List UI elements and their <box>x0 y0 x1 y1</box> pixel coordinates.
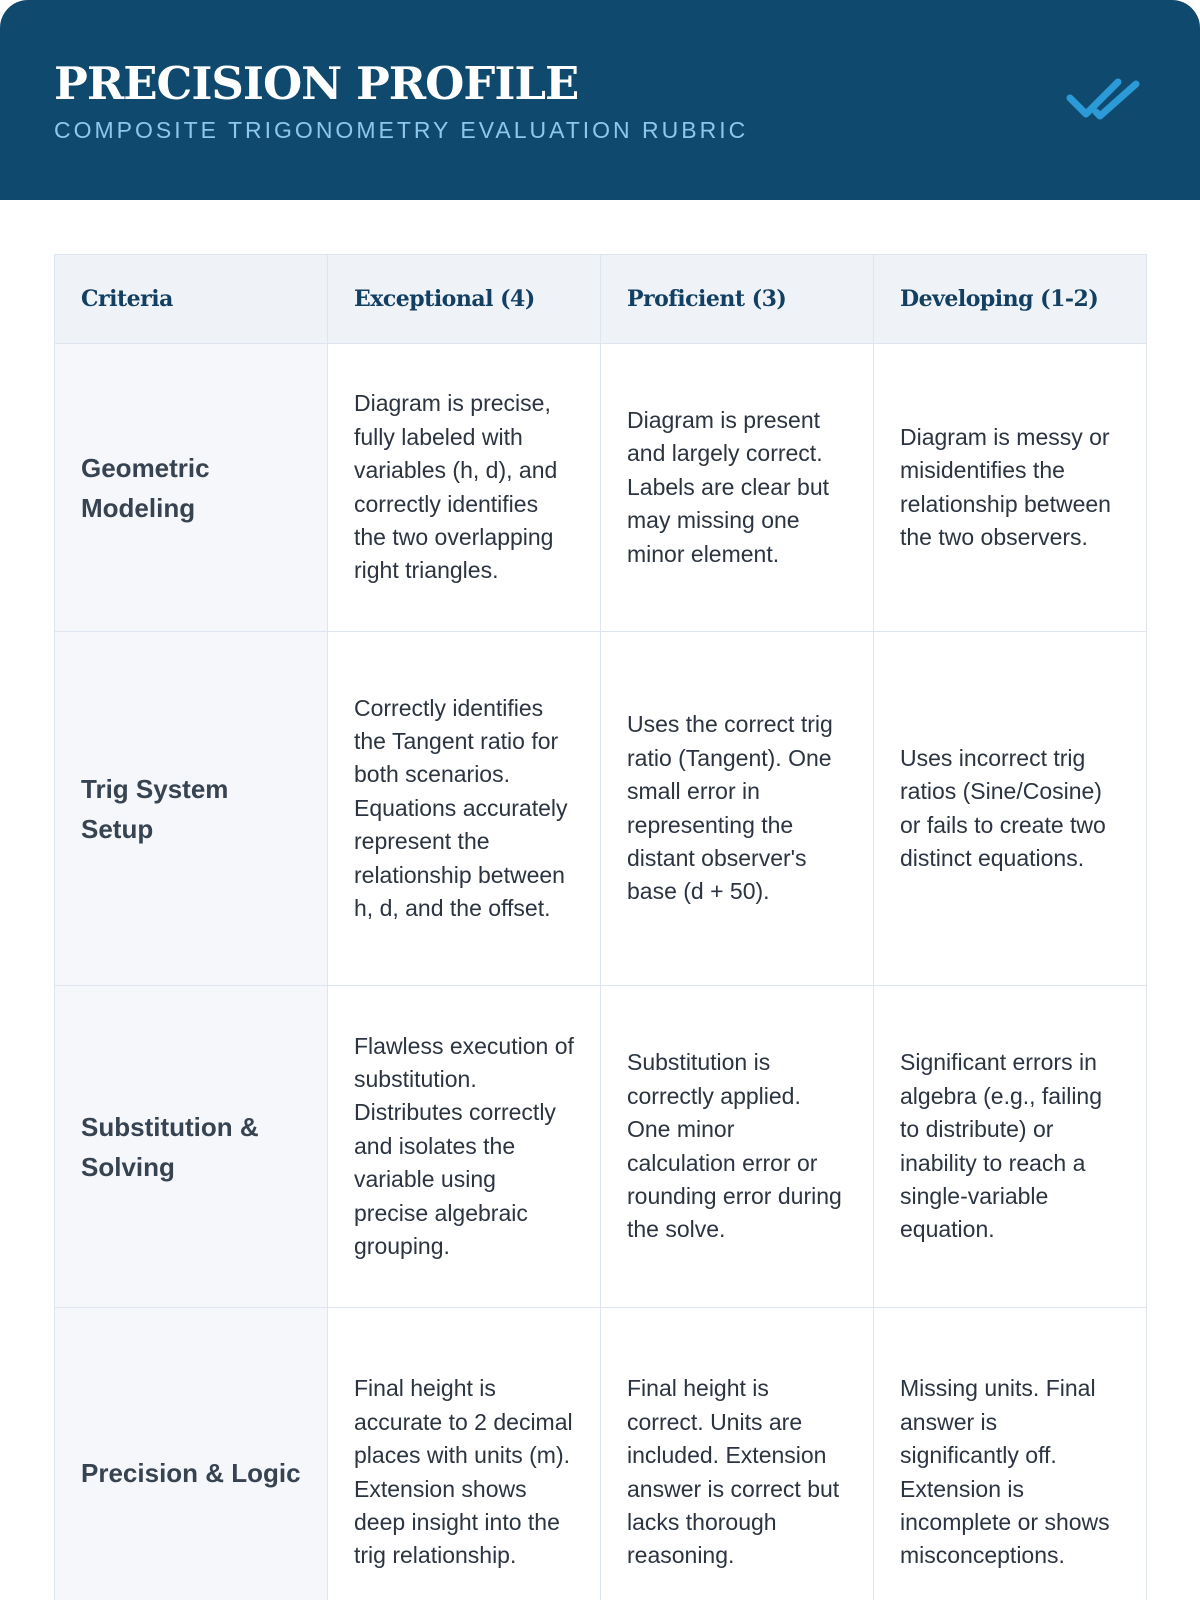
table-row <box>55 1308 1147 1600</box>
exceptional-cell: Diagram is precise, fully labeled with variables (h, d), and correctly identifies the two overlapping right triangles. <box>328 344 601 632</box>
proficient-cell: Final height is correct. Units are included. Extension answer is correct but lacks thorough reasoning. <box>601 1308 874 1600</box>
developing-cell: Diagram is messy or misidentifies the relationship between the two observers. <box>874 344 1147 632</box>
exceptional-cell: Final height is accurate to 2 decimal places with units (m). Extension shows deep insight into the trig relationship. <box>328 1308 601 1600</box>
criteria-cell: Substitution & Solving <box>55 986 328 1308</box>
proficient-cell: Diagram is present and largely correct. Labels are clear but may missing one minor element. <box>601 344 874 632</box>
rubric-header <box>0 0 1200 200</box>
table-row <box>55 344 1147 632</box>
proficient-cell: Uses the correct trig ratio (Tangent). One small error in representing the distant observer's base (d + 50). <box>601 632 874 986</box>
developing-cell: Uses incorrect trig ratios (Sine/Cosine) or fails to create two distinct equations. <box>874 632 1147 986</box>
criteria-cell: Geometric Modeling <box>55 344 328 632</box>
exceptional-cell: Flawless execution of substitution. Distributes correctly and isolates the variable using precise algebraic grouping. <box>328 986 601 1308</box>
column-header-exceptional: Exceptional (4) <box>328 255 601 344</box>
rubric-table <box>54 254 1147 1600</box>
page-subtitle: COMPOSITE TRIGONOMETRY EVALUATION RUBRIC <box>54 117 749 143</box>
page-title: PRECISION PROFILE <box>54 57 579 110</box>
column-header-proficient: Proficient (3) <box>601 255 874 344</box>
column-header-developing: Developing (1-2) <box>874 255 1147 344</box>
column-header-criteria: Criteria <box>55 255 328 344</box>
developing-cell: Missing units. Final answer is significantly off. Extension is incomplete or shows misconceptions. <box>874 1308 1147 1600</box>
criteria-cell: Trig System Setup <box>55 632 328 986</box>
proficient-cell: Substitution is correctly applied. One minor calculation error or rounding error during the solve. <box>601 986 874 1308</box>
double-check-icon <box>1066 74 1146 126</box>
exceptional-cell: Correctly identifies the Tangent ratio for both scenarios. Equations accurately represent the relationship between h, d, and the offset. <box>328 632 601 986</box>
criteria-cell: Precision & Logic <box>55 1308 328 1600</box>
table-header-row <box>55 255 1147 344</box>
table-row <box>55 986 1147 1308</box>
developing-cell: Significant errors in algebra (e.g., failing to distribute) or inability to reach a single-variable equation. <box>874 986 1147 1308</box>
table-row <box>55 632 1147 986</box>
